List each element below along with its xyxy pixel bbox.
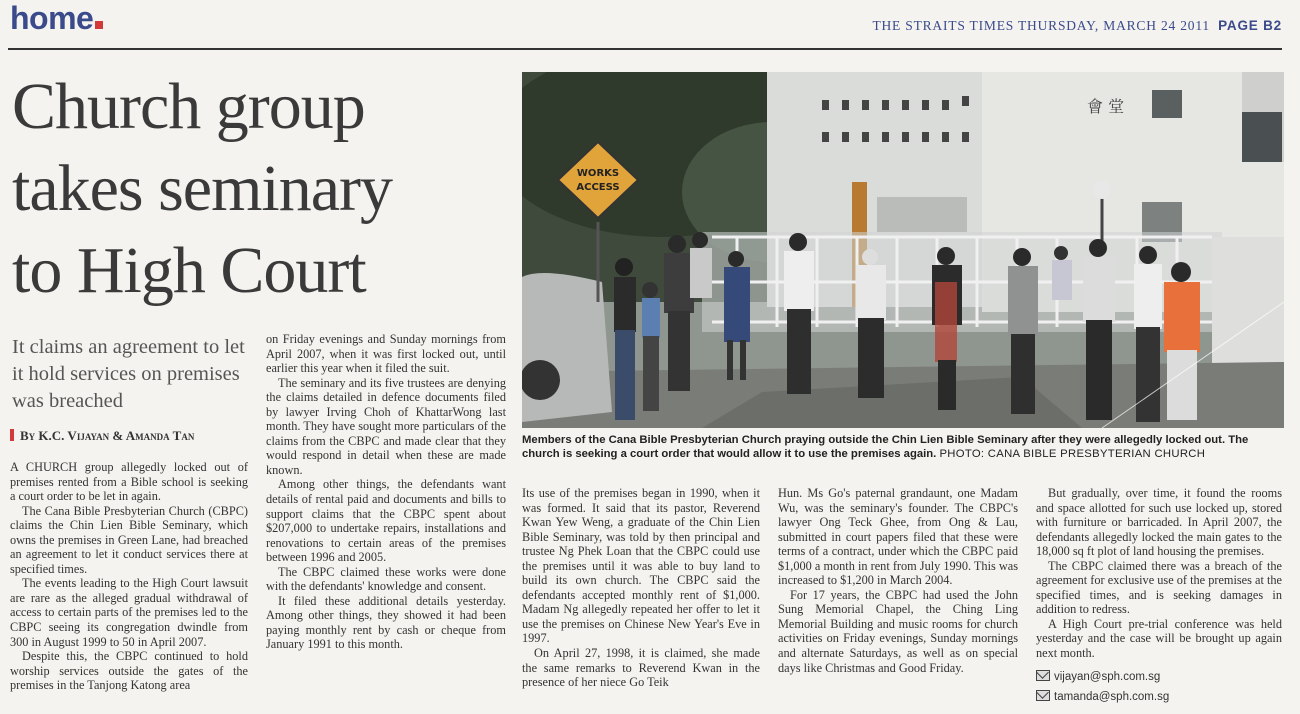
email-address[interactable]: tamanda@sph.com.sg: [1054, 691, 1170, 703]
masthead-rule: [8, 48, 1282, 50]
paragraph: The events leading to the High Court lawsuit are rare as the alleged gradual withdrawal of access to certain parts of the premises led to the CBPC seeing its congregation dwindle from 300 in August 1999 to 50 in April 2007.: [10, 576, 248, 649]
paragraph: The CBPC claimed these works were done with the defendants' knowledge and consent.: [266, 564, 506, 594]
building-sign: 會 堂: [1087, 97, 1125, 116]
paragraph: The seminary and its five trustees are denying the claims detailed in defence documents filed by lawyer Irving Choh of KhattarWong last month. They have sought more particulars of the claims from the CBPC and made clear that they would respond in detail when these are made known.: [266, 375, 506, 477]
section-dot: [95, 21, 103, 29]
photo-scene: [522, 72, 1284, 428]
byline-text: By K.C. Vijayan & Amanda Tan: [20, 428, 195, 443]
article-column-5: [1036, 486, 1282, 661]
news-photo: [522, 72, 1284, 428]
author-email[interactable]: [1036, 690, 1169, 703]
masthead-info: [872, 18, 1282, 34]
paragraph: It filed these additional details yesterday. Among other things, they showed it had been paying monthly rent by cash or cheque from January 1991 to this month.: [266, 593, 506, 652]
byline: [10, 428, 260, 444]
paragraph: A High Court pre-trial conference was held yesterday and the case will be brought up again next month.: [1036, 616, 1282, 661]
sign-text-line-1: WORKS: [576, 168, 620, 179]
paragraph: On April 27, 1998, it is claimed, she made the same remarks to Reverend Kwan in the presence of her niece Go Teik: [522, 646, 760, 690]
paragraph: For 17 years, the CBPC had used the John Sung Memorial Chapel, the Ching Ling Memorial Building and music rooms for church activities on Friday evenings, Sunday mornings and alternate Saturdays, as well as on special days like Christmas and Good Friday.: [778, 587, 1018, 675]
paragraph: Its use of the premises began in 1990, when it was formed. It said that its pastor, Reverend Kwan Yew Weng, a graduate of the Chin Lien Bible Seminary, was told by then principal and trustee Ng Phek Loan that the CBPC could use the premises until it was able to buy land to build its own church. The CBPC said the defendants accepted monthly rent of $1,000. Madam Ng allegedly repeated her offer to let it use the premises on Chinese New Year's Eve in 1997.: [522, 486, 760, 646]
article-column-4: [778, 486, 1018, 675]
paragraph: But gradually, over time, it found the rooms and space allotted for such use locked up, stored with furniture or barricaded. In April 2007, the defendants allegedly locked the main gates to the 18,000 sq ft plot of land housing the premises.: [1036, 486, 1282, 559]
headline: [12, 66, 512, 312]
paragraph: A CHURCH group allegedly locked out of premises rented from a Bible school is seeking a court order to be let in again.: [10, 460, 248, 504]
byline-bar: [10, 429, 14, 441]
paragraph: Despite this, the CBPC continued to hold worship services outside the gates of the premises in the Tanjong Katong area: [10, 649, 248, 693]
paragraph: The CBPC claimed there was a breach of the agreement for exclusive use of the premises at the specified times, and is seeking damages in addition to redress.: [1036, 558, 1282, 617]
article-column-1: [10, 460, 248, 693]
paragraph: Hun. Ms Go's paternal grandaunt, one Madam Wu, was the seminary's founder. The CBPC's lawyer Ong Teck Ghee, from Ong & Lau, submitted in court papers filed that these were terms of a contract, under which the CBPC paid $1,000 a month in rent from July 1990. This was increased to $1,200 in March 2004.: [778, 486, 1018, 588]
section-name: home: [10, 0, 94, 36]
paragraph: Among other things, the defendants want details of rental paid and documents and bills to support claims that the CBPC spent about $207,000 to undertake repairs, installations and renovations to certain areas of the premises between 1996 and 2005.: [266, 477, 506, 565]
mail-icon: [1036, 670, 1050, 681]
headline-line: to High Court: [12, 234, 366, 307]
page-label: PAGE B2: [1218, 18, 1282, 33]
mail-icon: [1036, 690, 1050, 701]
headline-line: Church group: [12, 70, 365, 143]
photo-credit: PHOTO: CANA BIBLE PRESBYTERIAN CHURCH: [939, 447, 1206, 460]
subheadline: It claims an agreement to let it hold services on premises was breached: [12, 336, 245, 412]
author-email[interactable]: [1036, 670, 1160, 683]
article-column-2: [266, 332, 506, 652]
paper-dateline: THE STRAITS TIMES THURSDAY, MARCH 24 2011: [872, 18, 1210, 33]
email-address[interactable]: vijayan@sph.com.sg: [1054, 671, 1161, 683]
caption-text: Members of the Cana Bible Presbyterian Church praying outside the Chin Lien Bible Seminary after they were allegedly locked out. The church is seeking a court order that would allow it to use the premises again.: [522, 434, 1249, 460]
sign-text-line-2: ACCESS: [576, 182, 620, 193]
paragraph: The Cana Bible Presbyterian Church (CBPC) claims the Chin Lien Bible Seminary, which owns the premises in Green Lane, had breached an agreement to let it conduct services there at specified times.: [10, 503, 248, 576]
headline-line: takes seminary: [12, 152, 393, 225]
paragraph: on Friday evenings and Sunday mornings from April 2007, when it was first locked out, until earlier this year when it filed the suit.: [266, 332, 506, 376]
section-title: [10, 0, 103, 37]
photo-caption: [522, 434, 1284, 461]
article-column-3: [522, 486, 760, 690]
